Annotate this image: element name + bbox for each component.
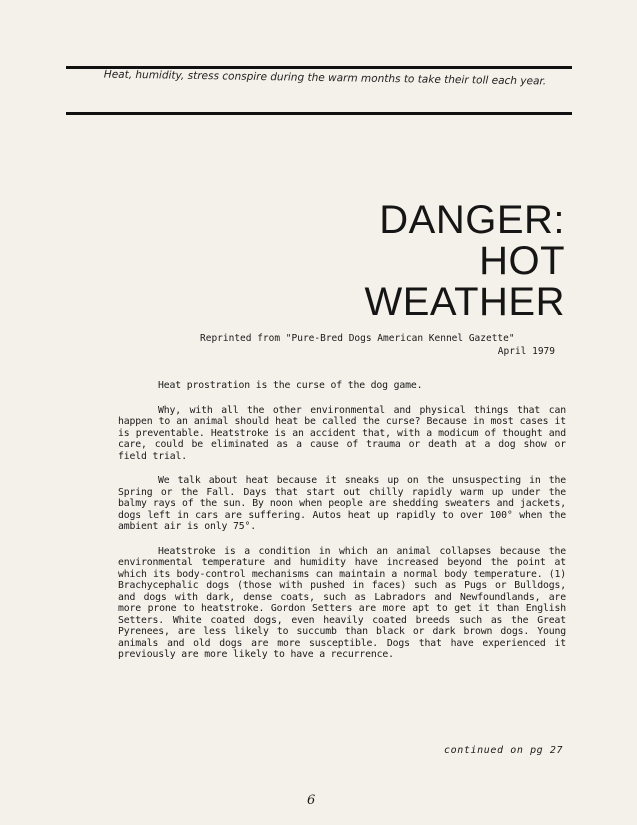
banner-tagline: Heat, humidity, stress conspire during the warm months to take their toll each year.: [103, 68, 547, 88]
article-body: [118, 380, 566, 674]
reprint-credit: [200, 332, 590, 358]
continued-note: continued on pg 27: [444, 745, 564, 756]
bottom-rule: [66, 112, 572, 115]
article-headline: [245, 200, 565, 323]
paragraph-4: Heatstroke is a condition in which an animal collapses because the environmental temperature and humidity have increased beyond the point at which its body-control mechanisms can maintain a normal body temperature. (1) Brachycephalic dogs (those with pushed in faces) such as Pugs or Bulldogs, and dogs with dark, dense coats, such as Labradors and Newfoundlands, are more prone to heatstroke. Gordon Setters are more apt to get it than English Setters. White coated dogs, even heavily coated breeds such as the Great Pyrenees, are less likely to succumb than black or dark brown dogs. Young animals and old dogs are more susceptible. Dogs that have experienced it previously are more likely to have a recurrence.: [118, 545, 566, 660]
headline-line-3: WEATHER: [364, 280, 565, 324]
reprint-date: April 1979: [497, 346, 555, 357]
page-number: 6: [307, 793, 316, 808]
paragraph-1: Heat prostration is the curse of the dog game.: [158, 380, 423, 391]
headline-line-1: DANGER:: [379, 198, 565, 242]
reprint-source: Reprinted from "Pure-Bred Dogs American Kennel Gazette": [200, 333, 515, 344]
paragraph-2: Why, with all the other environmental and physical things that can happen to an animal should heat be called the curse? Because in most cases it is preventable. Heatstroke is an accident that, with a modicum of thought and care, could be eliminated as a cause of trauma or death at a dog show or field trial.: [118, 404, 566, 462]
paragraph-3: We talk about heat because it sneaks up on the unsuspecting in the Spring or the Fall. Days that start out chilly rapidly warm up under the balmy rays of the sun. By noon when people are shedding sweaters and jackets, dogs left in cars are suffering. Autos heat up rapidly to over 100° when the ambient air is only 75°.: [118, 475, 566, 532]
headline-line-2: HOT: [479, 239, 565, 283]
